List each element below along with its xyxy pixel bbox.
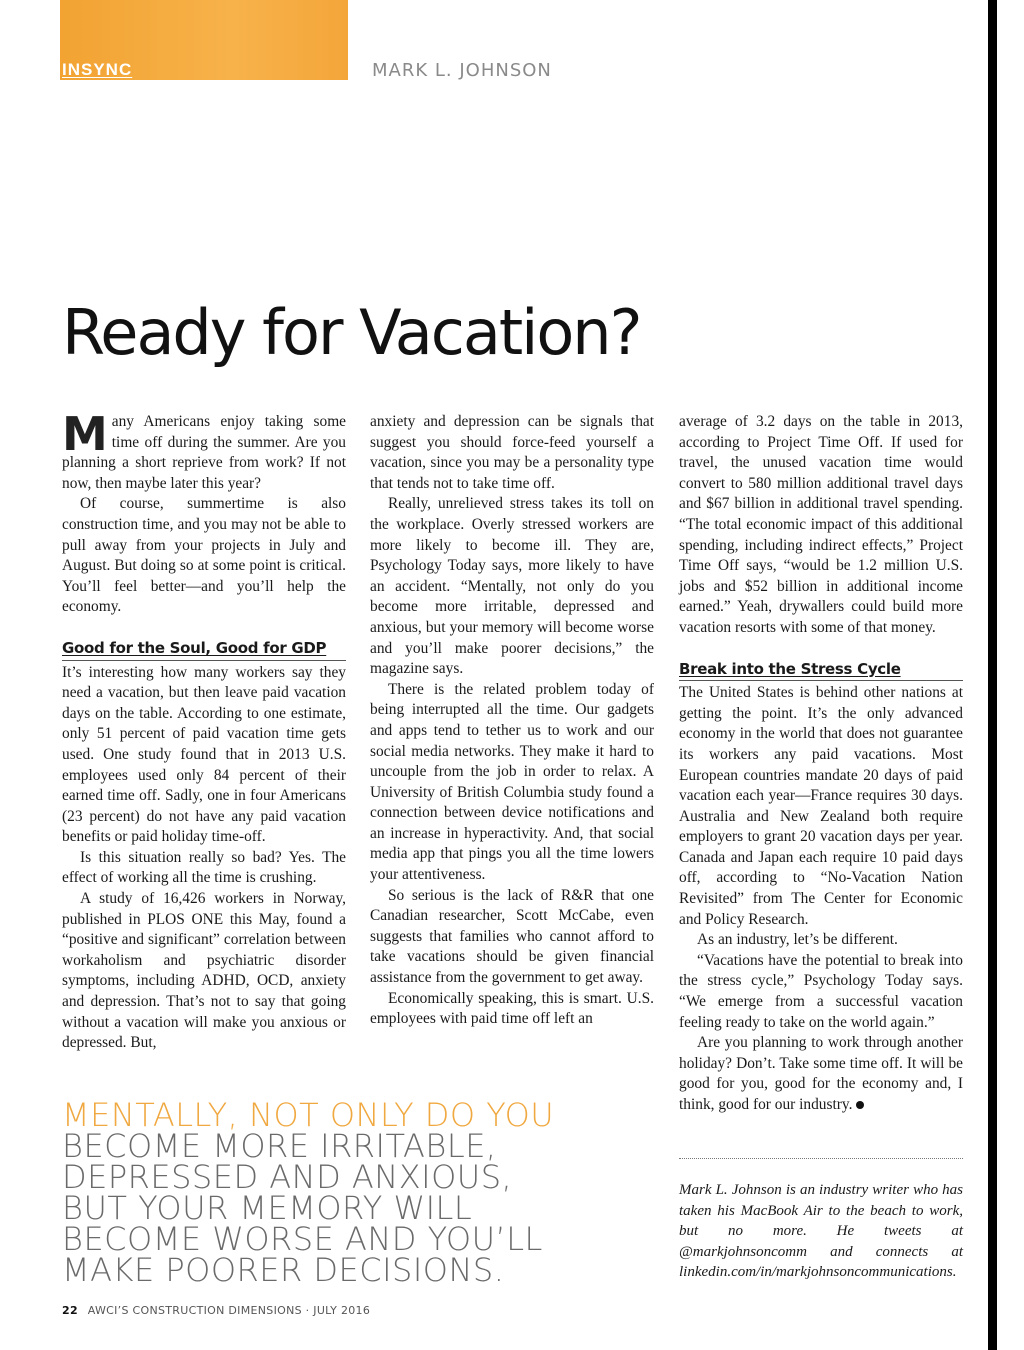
page-number: 22 — [62, 1304, 78, 1317]
pull-quote-body: BECOME MORE IRRITABLE, DEPRESSED AND ANXIOUS, BUT YOUR MEMORY WILL BECOME WORSE AND YOU’LL MAKE POORER DECISIONS. — [62, 1127, 543, 1289]
subhead-break-into-stress-cycle: Break into the Stress Cycle — [679, 659, 963, 682]
page-footer — [62, 1304, 370, 1317]
paragraph: The United States is behind other nations at getting the point. It’s the only advanced economy in the world that does not guarantee its workers any paid vacations. Most European countries mandate 20 days of paid vacation each year—France requires 30 days. Australia and New Zealand both require employers to grant 20 vacation days per year. Canada and Japan each require 10 paid days off, according to “No-Vacation Nation Revisited” from The Center for Economic and Policy Research. — [679, 684, 963, 928]
pull-quote — [62, 1096, 582, 1289]
paragraph: There is the related problem today of being interrupted all the time. Our gadgets and apps tend to tether us to work and our social media networks. They make it hard to uncouple from the job in order to relax. A University of British Columbia study found a connection between device notifications and an increase in hyperactivity. And, that social media app that pings you all the time lowers your attentiveness. — [370, 680, 654, 884]
paragraph — [62, 407, 346, 494]
subhead-good-for-the-soul: Good for the Soul, Good for GDP — [62, 638, 346, 661]
bio-divider — [679, 1158, 963, 1159]
paragraph: As an industry, let’s be different. — [697, 931, 898, 949]
paragraph-text: Are you planning to work through another holiday? Don’t. Take some time off. It will be good for you, good for the economy and, I think, good for our industry. — [679, 1034, 963, 1113]
end-mark-icon — [856, 1101, 864, 1109]
author-bio: Mark L. Johnson is an industry writer who has taken his MacBook Air to the beach to work, but no more. He tweets at @markjohnsoncomm and connects at linkedin.com/in/markjohnsoncommunications. — [679, 1182, 963, 1280]
paragraph: Really, unrelieved stress takes its toll on the workplace. Overly stressed workers are more likely to become ill. They are, Psychology Today says, more likely to have an accident. “Mentally, not only do you become more irritable, depressed and anxious, but your memory will become worse and you’ll make poorer decisions,” the magazine says. — [370, 495, 654, 678]
paragraph: “Vacations have the potential to break into the stress cycle,” Psychology Today says. “We emerge from a successful vacation feeling ready to take on the world again.” — [679, 951, 963, 1031]
paragraph: average of 3.2 days on the table in 2013, according to Project Time Off. If used for travel, the unused vacation time would convert to 580 million additional travel days and $67 billion in additional travel spending. “The total economic impact of this additional spending, including indirect effects,” Project Time Off says, “would be 1.2 million U.S. jobs and $52 billion in additional income earned.” Yeah, drywallers could build more vacation resorts with some of that money. — [679, 413, 963, 636]
article-title: Ready for Vacation? — [62, 296, 641, 369]
article-column-1 — [62, 407, 346, 1054]
paragraph: So serious is the lack of R&R that one Canadian researcher, Scott McCabe, even suggests that families who cannot afford to take vacations should be given financial assistance from the government to get away. — [370, 886, 654, 987]
paragraph-text: any Americans enjoy taking some time off during the summer. Are you planning a short reprieve from work? If not now, then maybe later this year? — [62, 413, 346, 492]
paragraph: Is this situation really so bad? Yes. The effect of working all the time is crushing. — [62, 848, 346, 887]
paragraph — [679, 1033, 963, 1115]
author-byline: MARK L. JOHNSON — [372, 60, 552, 81]
article-column-3 — [679, 412, 963, 1116]
drop-cap: M — [62, 407, 108, 461]
paragraph: Of course, summertime is also construction time, and you may not be able to pull away from your projects in July and August. But doing so at some point is critical. You’ll feel better—and you’ll help the economy. — [62, 495, 346, 616]
paragraph: anxiety and depression can be signals that suggest you should force-feed yourself a vacation, since you may be a personality type that tends not to take time off. — [370, 413, 654, 492]
publication-name: AWCI’S CONSTRUCTION DIMENSIONS · JULY 2016 — [87, 1304, 371, 1317]
paragraph: It’s interesting how many workers say they need a vacation, but then leave paid vacation days on the table. According to one estimate, only 51 percent of paid vacation time gets used. One study found that in 2013 U.S. employees used only 84 percent of their earned time off. Sadly, one in four Americans (23 percent) do not have any paid vacation benefits or paid holiday time-off. — [62, 663, 346, 846]
paragraph: A study of 16,426 workers in Norway, published in PLOS ONE this May, found a “positive and significant” correlation between workaholism and psychiatric disorder symptoms, including ADHD, OCD, anxiety and depression. That’s not to say that going without a vacation will make you anxious or depressed. But, — [62, 890, 346, 1052]
section-tag: INSYNC — [62, 60, 133, 79]
pull-quote-highlight: MENTALLY, NOT ONLY DO YOU — [62, 1096, 555, 1134]
paragraph: Economically speaking, this is smart. U.S. employees with paid time off left an — [370, 989, 654, 1028]
article-column-2 — [370, 412, 654, 1030]
page-edge-bar — [988, 0, 997, 1350]
